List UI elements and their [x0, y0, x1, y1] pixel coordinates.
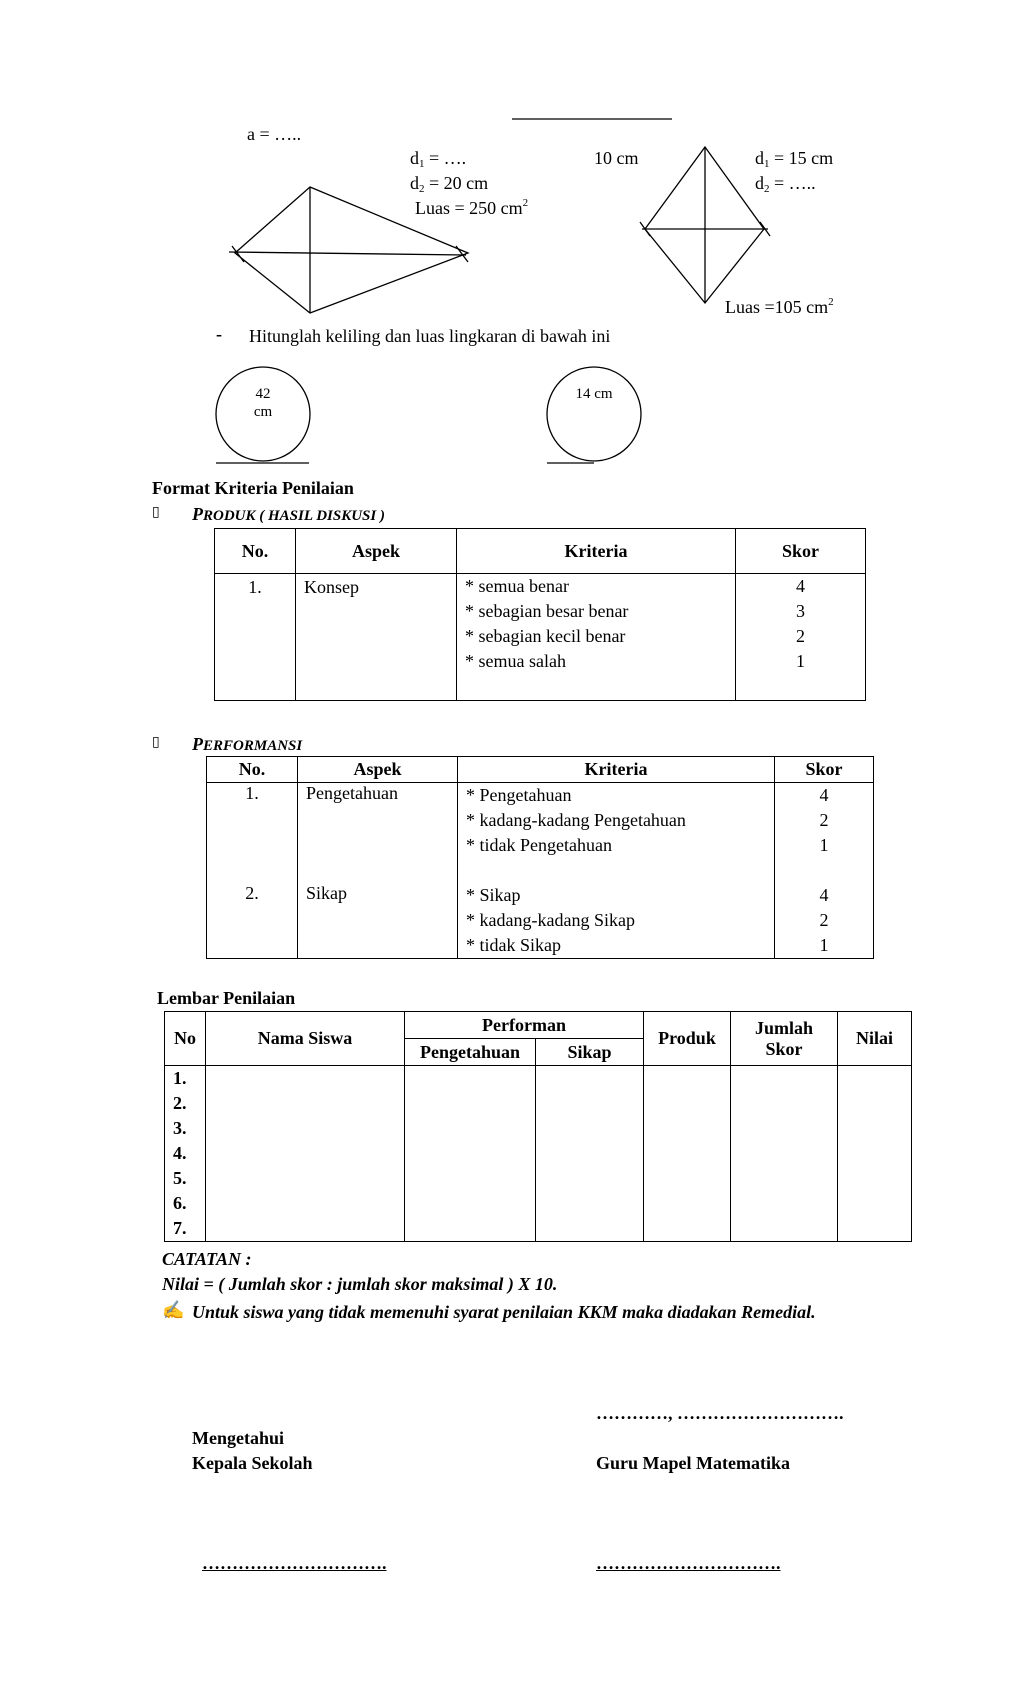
signature-right-blank: ………………………….: [596, 1553, 781, 1573]
perf-row2-kriteria: * Sikap * kadang-kadang Sikap * tidak Sikap: [458, 883, 775, 959]
lembar-header-produk: Produk: [644, 1012, 731, 1066]
produk-row-kriteria: * semua benar * sebagian besar benar * sebagian kecil benar * semua salah: [457, 574, 736, 701]
performansi-heading: PERFORMANSI: [192, 734, 303, 754]
lembar-cell-pengetahuan: [405, 1066, 536, 1242]
produk-heading: PRODUK ( HASIL DISKUSI ): [192, 504, 385, 524]
signature-right-title: Guru Mapel Matematika: [596, 1453, 790, 1473]
perf-row1-skor: 4 2 1: [775, 783, 874, 884]
produk-table: [214, 528, 866, 701]
performansi-table: [206, 756, 874, 959]
produk-header-aspek: Aspek: [296, 529, 457, 574]
catatan-formula: Nilai = ( Jumlah skor : jumlah skor maksimal ) X 10.: [162, 1274, 558, 1294]
lembar-header-performan: Performan: [405, 1012, 644, 1039]
circle2-label: 14 cm: [575, 386, 613, 402]
perf-row1-kriteria: * Pengetahuan * kadang-kadang Pengetahuan * tidak Pengetahuan: [458, 783, 775, 884]
lembar-cell-nama: [206, 1066, 405, 1242]
perf-header-aspek: Aspek: [298, 757, 458, 783]
circle-figure-right: [547, 367, 641, 461]
kite2-side-label: 10 cm: [594, 148, 639, 168]
signature-left-line2: Kepala Sekolah: [192, 1453, 313, 1473]
lembar-table: [164, 1011, 912, 1242]
produk-row-aspek: Konsep: [296, 574, 457, 701]
geometry-figures: [0, 0, 1024, 480]
produk-row-no: 1.: [215, 574, 296, 701]
kite-figure-right: [640, 147, 770, 303]
lembar-row-numbers: 1. 2. 3. 4. 5. 6. 7.: [165, 1066, 206, 1242]
lembar-header-jumlah: Jumlah Skor: [731, 1012, 838, 1066]
lembar-header-no: No: [165, 1012, 206, 1066]
lembar-header-pengetahuan: Pengetahuan: [405, 1039, 536, 1066]
lembar-cell-jumlah: [731, 1066, 838, 1242]
perf-row1-aspek: Pengetahuan: [298, 783, 458, 884]
signature-left-line1: Mengetahui: [192, 1428, 284, 1448]
writing-hand-icon: ✍: [162, 1300, 185, 1320]
produk-header-skor: Skor: [736, 529, 866, 574]
signature-left-blank: ………………………….: [202, 1553, 387, 1573]
lembar-cell-nilai: [838, 1066, 912, 1242]
instruction-text: Hitunglah keliling dan luas lingkaran di bawah ini: [249, 326, 611, 346]
perf-header-kriteria: Kriteria: [458, 757, 775, 783]
catatan-note: Untuk siswa yang tidak memenuhi syarat penilaian KKM maka diadakan Remedial.: [192, 1302, 816, 1322]
kite1-d1-label: $d_1$ = ….: [410, 148, 467, 170]
kite2-d1-label: $d_1 = 15$ cm: [755, 148, 834, 170]
perf-header-no: No.: [207, 757, 298, 783]
lembar-header-nama: Nama Siswa: [206, 1012, 405, 1066]
perf-header-skor: Skor: [775, 757, 874, 783]
lembar-body-row: [165, 1066, 912, 1242]
produk-row-skor: 4 3 2 1: [736, 574, 866, 701]
perf-row1-no: 1.: [207, 783, 298, 884]
circle1-label: 42 cm: [253, 386, 273, 420]
produk-row: [215, 574, 866, 701]
kite1-luas-label: Luas = 250 $cm^2$: [415, 197, 529, 218]
lembar-cell-produk: [644, 1066, 731, 1242]
lembar-cell-sikap: [536, 1066, 644, 1242]
lembar-header-nilai: Nilai: [838, 1012, 912, 1066]
bullet-square-icon: ▯: [152, 505, 160, 520]
catatan-label: CATATAN :: [162, 1249, 252, 1269]
kite2-luas-label: Luas =105 $cm^2$: [725, 296, 834, 317]
bullet-square-icon: ▯: [152, 735, 160, 750]
kite1-d2-label: $d_2 = 20$ cm: [410, 173, 489, 195]
perf-row: [207, 783, 874, 884]
place-date-placeholder: …………, ……………………….: [596, 1403, 844, 1423]
kite2-d2-label: $d_2$ = …..: [755, 173, 816, 195]
lembar-header-sikap: Sikap: [536, 1039, 644, 1066]
perf-row2-no: 2.: [207, 883, 298, 959]
perf-row2-skor: 4 2 1: [775, 883, 874, 959]
produk-header-no: No.: [215, 529, 296, 574]
instruction-bullet: -: [216, 324, 222, 344]
perf-row2-aspek: Sikap: [298, 883, 458, 959]
format-title: Format Kriteria Penilaian: [152, 478, 354, 498]
produk-header-kriteria: Kriteria: [457, 529, 736, 574]
side-a-label: a = …..: [247, 124, 302, 144]
lembar-title: Lembar Penilaian: [157, 988, 296, 1008]
perf-row: [207, 883, 874, 959]
